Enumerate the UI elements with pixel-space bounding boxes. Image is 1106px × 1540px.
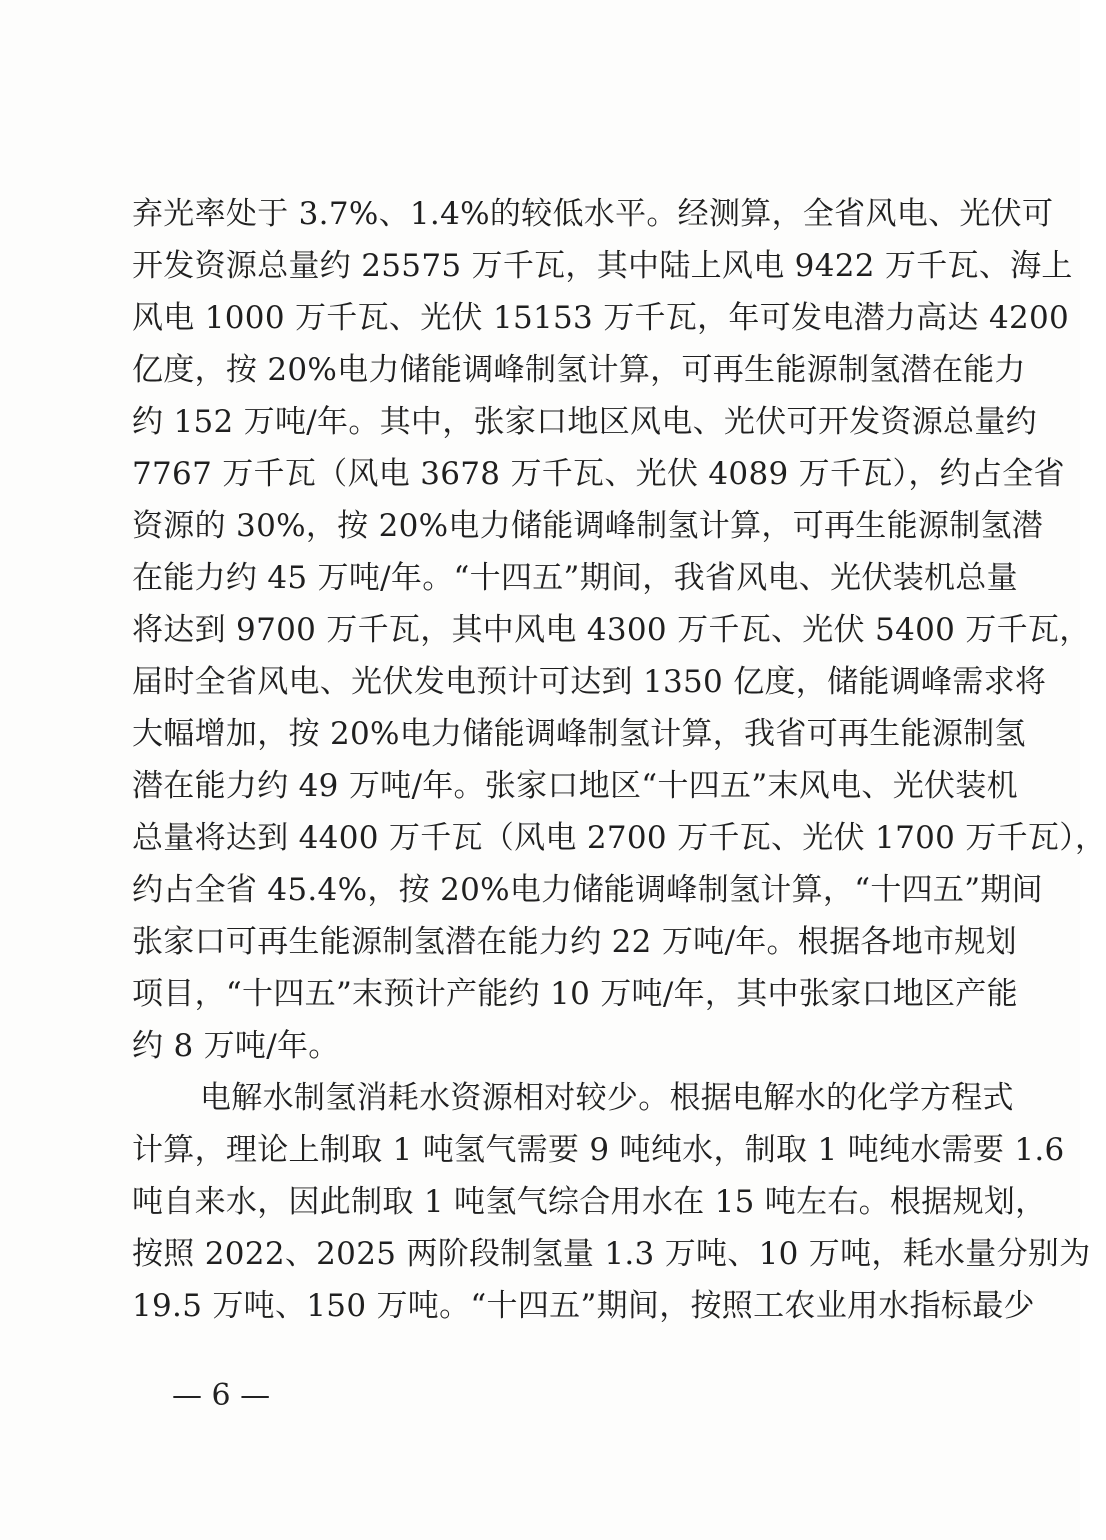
text-line: 风电 1000 万千瓦、光伏 15153 万千瓦，年可发电潜力高达 4200 [132, 300, 1070, 336]
text-line: 约占全省 45.4%，按 20%电力储能调峰制氢计算，“十四五”期间 [132, 872, 1043, 908]
text-line: 开发资源总量约 25575 万千瓦，其中陆上风电 9422 万千瓦、海上 [132, 248, 1073, 284]
text-line: 弃光率处于 3.7%、1.4%的较低水平。经测算，全省风电、光伏可 [132, 196, 1054, 232]
text-line: 吨自来水，因此制取 1 吨氢气综合用水在 15 吨左右。根据规划， [132, 1184, 1047, 1220]
text-line: 张家口可再生能源制氢潜在能力约 22 万吨/年。根据各地市规划 [132, 924, 1017, 960]
text-line: 亿度，按 20%电力储能调峰制氢计算，可再生能源制氢潜在能力 [132, 352, 1026, 388]
text-line: 约 8 万吨/年。 [132, 1028, 340, 1064]
text-line: 按照 2022、2025 两阶段制氢量 1.3 万吨、10 万吨，耗水量分别为 [132, 1236, 1091, 1272]
text-line: 计算，理论上制取 1 吨氢气需要 9 吨纯水，制取 1 吨纯水需要 1.6 [132, 1132, 1065, 1168]
text-line: 大幅增加，按 20%电力储能调峰制氢计算，我省可再生能源制氢 [132, 716, 1026, 752]
text-line: 约 152 万吨/年。其中，张家口地区风电、光伏可开发资源总量约 [132, 404, 1037, 440]
body-text [132, 188, 1106, 1332]
paragraph-first-line: 电解水制氢消耗水资源相对较少。根据电解水的化学方程式 [200, 1080, 1014, 1116]
page-number: — 6 — [172, 1378, 271, 1413]
text-line: 在能力约 45 万吨/年。“十四五”期间，我省风电、光伏装机总量 [132, 560, 1018, 596]
text-line: 资源的 30%，按 20%电力储能调峰制氢计算，可再生能源制氢潜 [132, 508, 1044, 544]
text-line: 7767 万千瓦（风电 3678 万千瓦、光伏 4089 万千瓦），约占全省 [132, 456, 1065, 492]
text-line: 19.5 万吨、150 万吨。“十四五”期间，按照工农业用水指标最少 [132, 1288, 1035, 1324]
text-line: 将达到 9700 万千瓦，其中风电 4300 万千瓦、光伏 5400 万千瓦， [132, 612, 1091, 648]
text-line: 届时全省风电、光伏发电预计可达到 1350 亿度，储能调峰需求将 [132, 664, 1047, 700]
text-line: 潜在能力约 49 万吨/年。张家口地区“十四五”末风电、光伏装机 [132, 768, 1018, 804]
text-line: 项目，“十四五”末预计产能约 10 万吨/年，其中张家口地区产能 [132, 976, 1018, 1012]
text-line: 总量将达到 4400 万千瓦（风电 2700 万千瓦、光伏 1700 万千瓦）， [132, 820, 1106, 856]
